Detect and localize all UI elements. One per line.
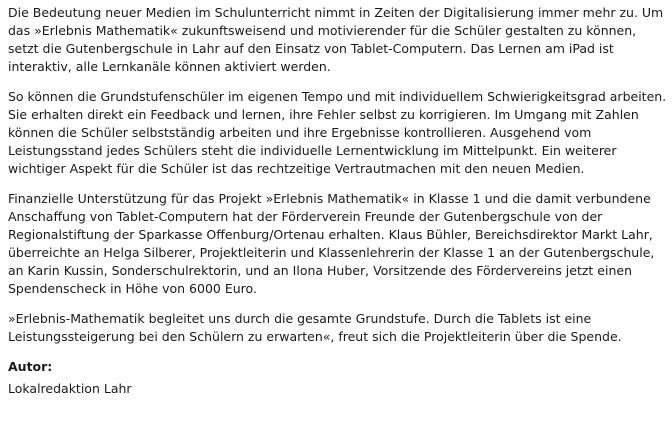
article-body bbox=[8, 4, 668, 398]
article-paragraph-3: Finanzielle Unterstützung für das Projekt »Erlebnis Mathematik« in Klasse 1 und die damit verbundene Anschaffung von Tablet-Computern hat der Förderverein Freunde der Gutenbergschule von der Regionalstiftung der Sparkasse Offenburg/Ortenau erhalten. Klaus Bühler, Bereichsdirektor Markt Lahr, überreichte an Helga Silberer, Projektleiterin und Klassenlehrerin der Klasse 1 an der Gutenbergschule, an Karin Kussin, Sonderschulrektorin, und an Ilona Huber, Vorsitzende des Fördervereins jetzt einen Spendenscheck in Höhe von 6000 Euro. bbox=[8, 191, 655, 296]
author-name: Lokalredaktion Lahr bbox=[8, 381, 132, 396]
article-paragraph-4: »Erlebnis-Mathematik begleitet uns durch die gesamte Grundstufe. Durch die Tablets ist eine Leistungssteigerung bei den Schülern zu erwarten«, freut sich die Projektleiterin über die Spende. bbox=[8, 311, 622, 344]
author-label: Autor: bbox=[8, 359, 53, 374]
article-paragraph-2: So können die Grundstufenschüler im eigenen Tempo und mit individuellem Schwierigkeitsgrad arbeiten. Sie erhalten direkt ein Feedback und lernen, ihre Fehler selbst zu korrigieren. Im Umgang mit Zahlen können die Schüler selbstständig arbeiten und ihre Ergebnisse kontrollieren. Ausgehend vom Leistungsstand jedes Schülers steht die individuelle Lernentwicklung im Mittelpunkt. Ein weiterer wichtiger Aspekt für die Schüler ist das rechtzeitige Vertrautmachen mit den neuen Medien. bbox=[8, 89, 667, 176]
article-paragraph-1: Die Bedeutung neuer Medien im Schulunterricht nimmt in Zeiten der Digitalisierung immer mehr zu. Um das »Erlebnis Mathematik« zukunftsweisend und motivierender für die Schüler gestalten zu können, setzt die Gutenbergschule in Lahr auf den Einsatz von Tablet-Computern. Das Lernen am iPad ist interaktiv, alle Lernkanäle können aktiviert werden. bbox=[8, 5, 664, 74]
